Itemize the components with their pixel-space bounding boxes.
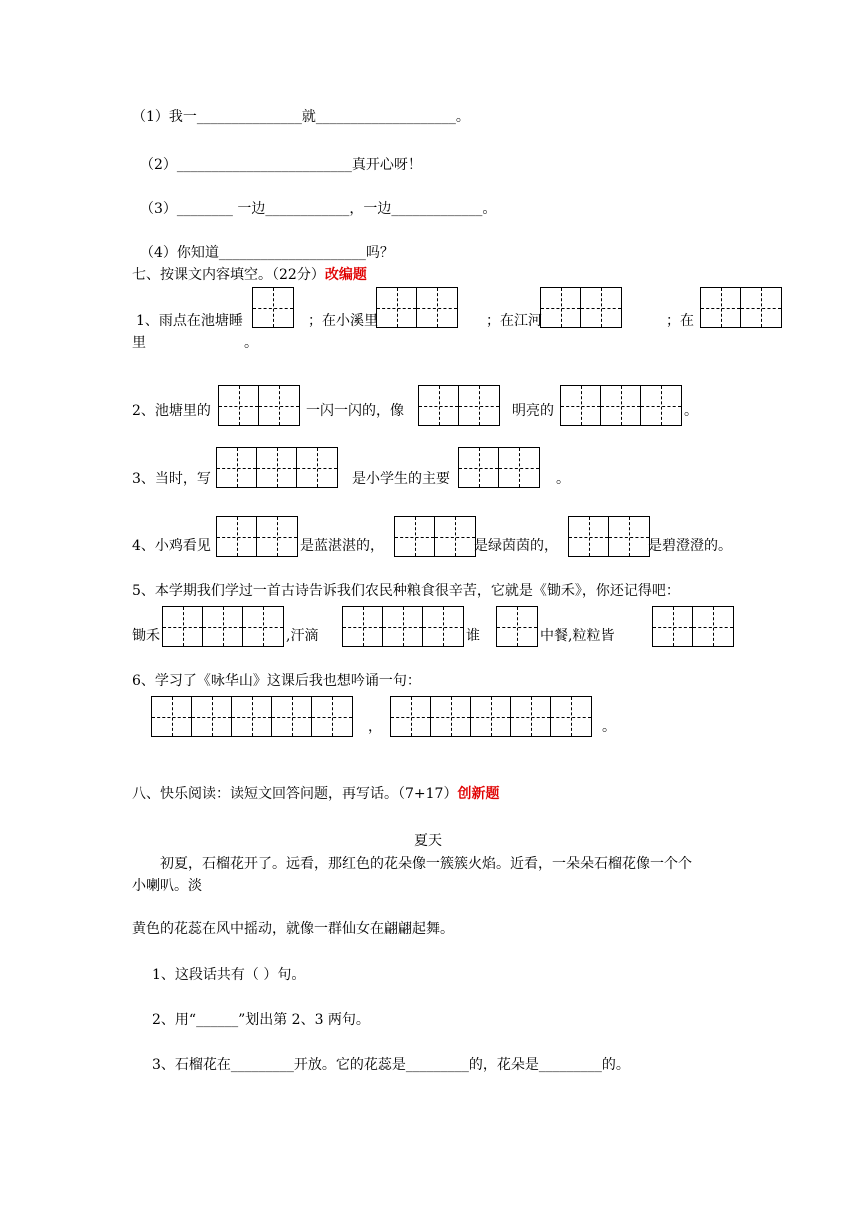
q7-6-end: 。 bbox=[602, 719, 616, 735]
grid-cell[interactable] bbox=[419, 386, 459, 425]
q7-2-grid-3[interactable] bbox=[560, 385, 682, 426]
grid-cell[interactable] bbox=[609, 517, 649, 556]
q7-1-seg4: ；在 bbox=[666, 313, 694, 329]
grid-cell[interactable] bbox=[431, 697, 471, 736]
grid-cell[interactable] bbox=[163, 607, 203, 646]
grid-cell[interactable] bbox=[272, 697, 312, 736]
q7-6-text: 6、学习了《咏华山》这课后我也想吟诵一句： bbox=[132, 673, 421, 689]
grid-cell[interactable] bbox=[459, 386, 499, 425]
q7-1-end: 。 bbox=[244, 335, 258, 351]
grid-cell[interactable] bbox=[693, 607, 733, 646]
q7-2-grid-1[interactable] bbox=[218, 385, 300, 426]
grid-cell[interactable] bbox=[423, 607, 463, 646]
grid-cell[interactable] bbox=[581, 288, 621, 327]
s8-question-2: 2、用“______”划出第 2、3 两句。 bbox=[152, 1012, 370, 1028]
section7-tag: 改编题 bbox=[324, 267, 367, 283]
q7-5-l2c: 谁 bbox=[466, 628, 480, 644]
grid-cell[interactable] bbox=[511, 697, 551, 736]
grid-cell[interactable] bbox=[257, 517, 297, 556]
section8-tag: 创新题 bbox=[457, 786, 500, 802]
q7-2-grid-2[interactable] bbox=[418, 385, 500, 426]
grid-cell[interactable] bbox=[297, 448, 337, 487]
fill-line-4: （4）你知道_____________________吗？ bbox=[140, 245, 394, 261]
grid-cell[interactable] bbox=[253, 288, 293, 327]
grid-cell[interactable] bbox=[541, 288, 581, 327]
q7-2-end: 。 bbox=[684, 403, 698, 419]
grid-cell[interactable] bbox=[561, 386, 601, 425]
grid-cell[interactable] bbox=[391, 697, 431, 736]
s8-question-3: 3、石榴花在_________开放。它的花蕊是_________的，花朵是_________的。 bbox=[152, 1057, 630, 1073]
q7-6-grid-1[interactable] bbox=[151, 696, 353, 737]
grid-cell[interactable] bbox=[417, 288, 457, 327]
q7-1-grid-4[interactable] bbox=[700, 287, 782, 328]
fill-line-3: （3）________ 一边____________，一边_____________。 bbox=[140, 201, 497, 217]
passage-para1: 初夏，石榴花开了。远看，那红色的花朵像一簇簇火焰。近看，一朵朵石榴花像一个个 bbox=[160, 856, 692, 872]
grid-cell[interactable] bbox=[192, 697, 232, 736]
fill-line-2: （2）_________________________真开心呀！ bbox=[140, 157, 422, 173]
q7-4-seg2: 是蓝湛湛的， bbox=[300, 538, 384, 554]
q7-3-prefix: 3、当时，写 bbox=[132, 471, 211, 487]
grid-cell[interactable] bbox=[203, 607, 243, 646]
section7-heading-text: 七、按课文内容填空。（22分） bbox=[132, 267, 325, 283]
q7-4-grid-3[interactable] bbox=[568, 516, 650, 557]
q7-3-grid-1[interactable] bbox=[216, 447, 338, 488]
grid-cell[interactable] bbox=[377, 288, 417, 327]
q7-2-seg2: 一闪一闪的，像 bbox=[306, 403, 404, 419]
grid-cell[interactable] bbox=[312, 697, 352, 736]
grid-cell[interactable] bbox=[152, 697, 192, 736]
q7-2-prefix: 2、池塘里的 bbox=[132, 403, 211, 419]
section8-heading-text: 八、快乐阅读：读短文回答问题，再写话。（7+17） bbox=[132, 786, 458, 802]
q7-1-line2: 里 bbox=[132, 335, 146, 351]
grid-cell[interactable] bbox=[219, 386, 259, 425]
q7-3-seg2: 是小学生的主要 bbox=[352, 471, 450, 487]
q7-5-l2a: 锄禾 bbox=[132, 628, 160, 644]
q7-4-seg3: 是绿茵茵的， bbox=[474, 538, 558, 554]
q7-1-grid-3[interactable] bbox=[540, 287, 622, 328]
grid-cell[interactable] bbox=[343, 607, 383, 646]
q7-3-grid-2[interactable] bbox=[458, 447, 540, 488]
q7-5-l2d: 中餐,粒粒皆 bbox=[540, 628, 615, 644]
q7-1-grid-2[interactable] bbox=[376, 287, 458, 328]
grid-cell[interactable] bbox=[395, 517, 435, 556]
grid-cell[interactable] bbox=[499, 448, 539, 487]
grid-cell[interactable] bbox=[471, 697, 511, 736]
q7-6-grid-2[interactable] bbox=[390, 696, 592, 737]
grid-cell[interactable] bbox=[435, 517, 475, 556]
grid-cell[interactable] bbox=[497, 607, 537, 646]
grid-cell[interactable] bbox=[569, 517, 609, 556]
grid-cell[interactable] bbox=[259, 386, 299, 425]
q7-5-l2b: ,汗滴 bbox=[286, 628, 319, 644]
passage-para1b: 小喇叭。淡 bbox=[132, 878, 202, 894]
grid-cell[interactable] bbox=[641, 386, 681, 425]
grid-cell[interactable] bbox=[601, 386, 641, 425]
grid-cell[interactable] bbox=[232, 697, 272, 736]
q7-5-grid-4[interactable] bbox=[652, 606, 734, 647]
grid-cell[interactable] bbox=[653, 607, 693, 646]
fill-line-1: （1）我一_______________就____________________。 bbox=[132, 109, 470, 125]
passage-para2: 黄色的花蕊在风中摇动，就像一群仙女在翩翩起舞。 bbox=[132, 921, 454, 937]
q7-5-grid-1[interactable] bbox=[162, 606, 284, 647]
q7-5-grid-3[interactable] bbox=[496, 606, 538, 647]
section8-heading bbox=[132, 785, 499, 803]
q7-5-grid-2[interactable] bbox=[342, 606, 464, 647]
grid-cell[interactable] bbox=[217, 517, 257, 556]
q7-2-seg3: 明亮的 bbox=[512, 403, 554, 419]
grid-cell[interactable] bbox=[551, 697, 591, 736]
grid-cell[interactable] bbox=[459, 448, 499, 487]
grid-cell[interactable] bbox=[257, 448, 297, 487]
q7-4-end: 是碧澄澄的。 bbox=[648, 538, 732, 554]
q7-1-seg3: ；在江河 bbox=[486, 313, 542, 329]
grid-cell[interactable] bbox=[243, 607, 283, 646]
q7-4-grid-1[interactable] bbox=[216, 516, 298, 557]
grid-cell[interactable] bbox=[217, 448, 257, 487]
q7-1-seg2: ；在小溪里 bbox=[308, 313, 378, 329]
grid-cell[interactable] bbox=[383, 607, 423, 646]
q7-1-grid-1[interactable] bbox=[252, 287, 294, 328]
q7-4-prefix: 4、小鸡看见 bbox=[132, 538, 211, 554]
grid-cell[interactable] bbox=[701, 288, 741, 327]
passage-title: 夏天 bbox=[414, 833, 442, 849]
q7-6-comma: ， bbox=[368, 719, 382, 735]
s8-question-1: 1、这段话共有（ ）句。 bbox=[152, 967, 306, 983]
q7-1-prefix: 1、雨点在池塘睡 bbox=[136, 313, 243, 329]
q7-3-end: 。 bbox=[556, 471, 570, 487]
q7-5-text: 5、本学期我们学过一首古诗告诉我们农民种粮食很辛苦，它就是《锄禾》，你还记得吧： bbox=[132, 583, 680, 599]
grid-cell[interactable] bbox=[741, 288, 781, 327]
q7-4-grid-2[interactable] bbox=[394, 516, 476, 557]
section7-heading bbox=[132, 266, 367, 284]
